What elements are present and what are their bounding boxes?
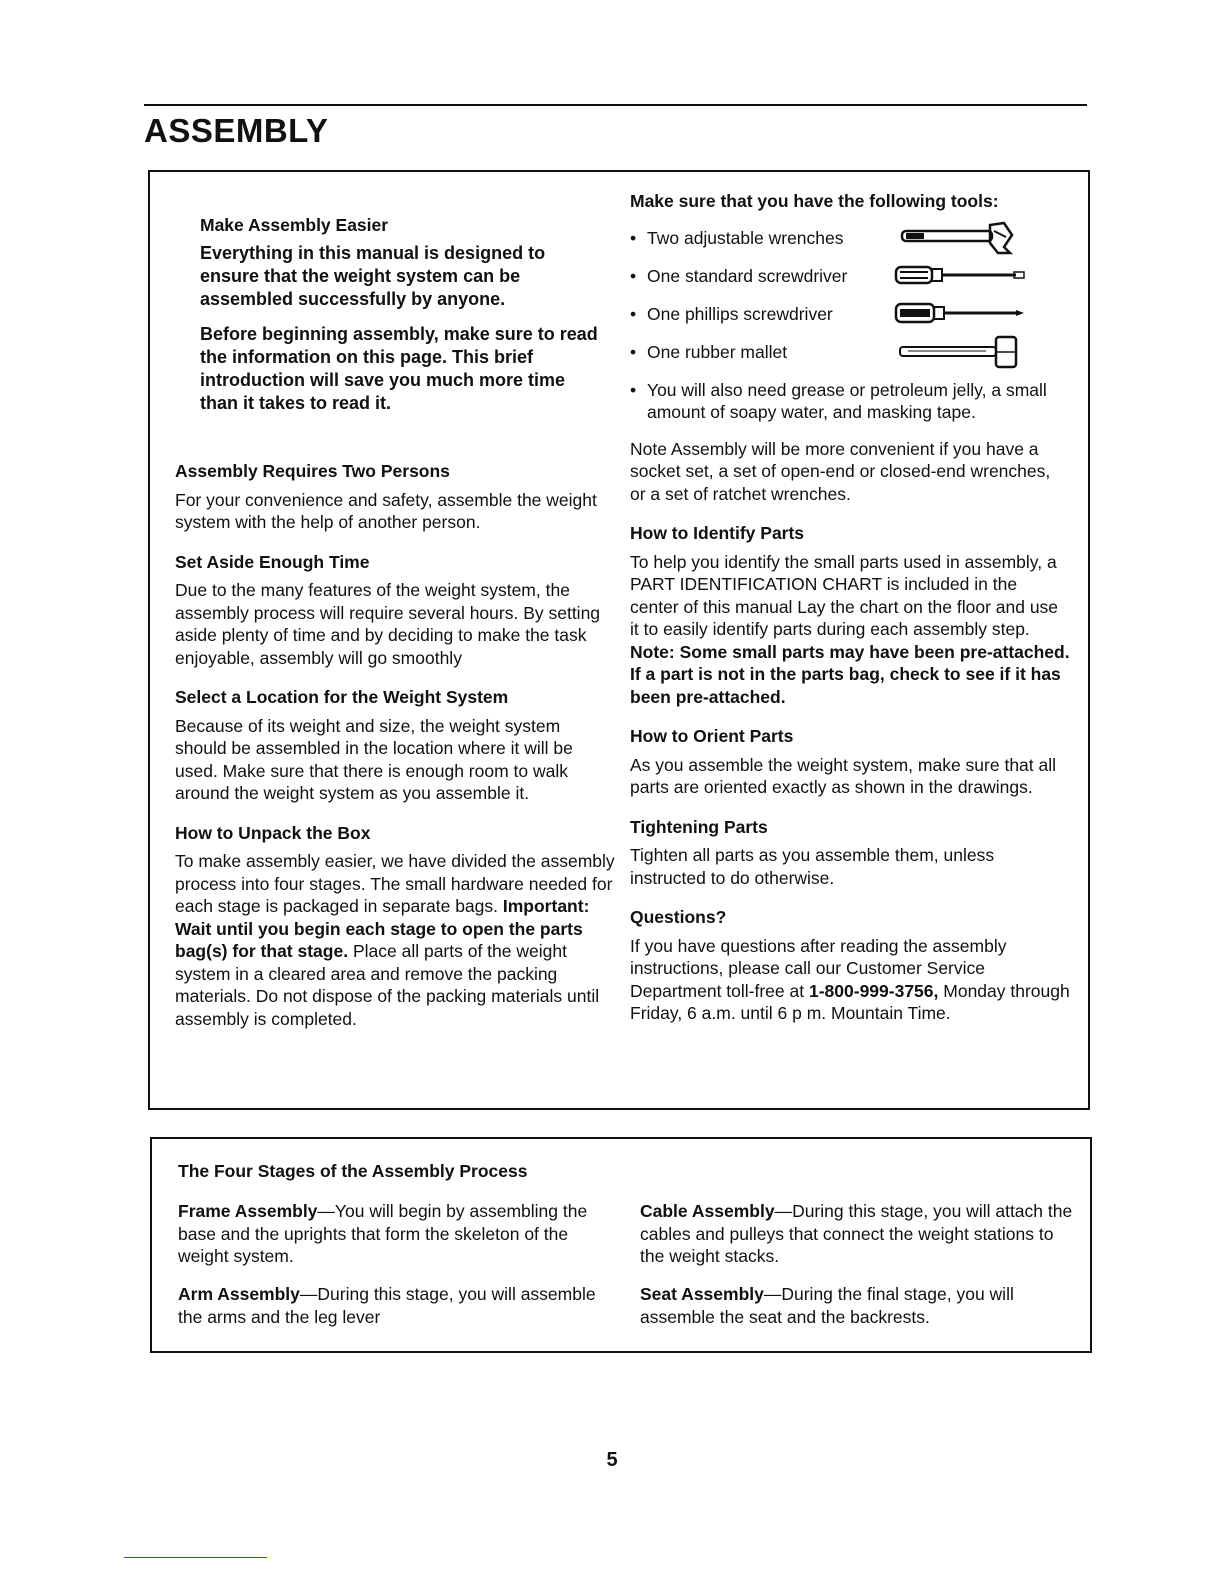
bullet: • (630, 227, 637, 248)
section-heading: Set Aside Enough Time (175, 551, 370, 572)
unpack-important: Important: Wait until you begin each stage to open the parts bag(s) for that stage. (175, 896, 590, 961)
tool-label: You will also need grease or petroleum jelly, a small amount of soapy water, and masking tape. (647, 379, 1047, 422)
tools-list (630, 227, 1070, 424)
unpack-text-after: Place all parts of the weight system in a cleared area and remove the packing materials. Do not dispose of the packing materials until assembly is completed. (175, 941, 600, 1029)
tools-note: Note Assembly will be more convenient if you have a socket set, a set of open-end or closed-end wrenches, or a set of ratchet wrenches. (630, 438, 1051, 504)
section-body (175, 850, 615, 1030)
phone-number: 1-800-999-3756, (808, 980, 939, 1001)
intro-body: Everything in this manual is designed to ensure that the weight system can be assembled successfully by anyone. (200, 243, 546, 309)
stage-separator: — (774, 1201, 793, 1221)
section-body (630, 935, 1070, 1025)
rubber-mallet-icon (886, 335, 1036, 369)
section-body: Tighten all parts as you assemble them, unless instructed to do otherwise. (630, 845, 995, 888)
bullet: • (630, 341, 637, 362)
stage-name: Cable Assembly (640, 1201, 775, 1221)
standard-screwdriver-icon (886, 259, 1036, 293)
stage-item (640, 1283, 1080, 1328)
tool-label: One standard screwdriver (647, 265, 848, 286)
bullet: • (630, 379, 637, 400)
questions-text: If you have questions after reading the assembly instructions, please call our Customer Service Department toll-free at (630, 935, 1007, 1001)
stage-text: During this stage, you will assemble the arms and the leg lever (178, 1284, 596, 1327)
section-heading: Questions? (630, 907, 727, 927)
adjustable-wrench-icon (886, 221, 1036, 255)
tool-label: One rubber mallet (647, 341, 788, 362)
section-body: Due to the many features of the weight system, the assembly process will require several hours. By setting aside plenty of time and by deciding to make the task enjoyable, assembly will go smoothly (175, 580, 601, 668)
intro-heading: Make Assembly Easier (200, 215, 389, 235)
footer-line (124, 1557, 267, 1558)
phillips-screwdriver-icon (886, 297, 1036, 331)
intro-block (200, 214, 600, 415)
tools-heading: Make sure that you have the following tools: (630, 191, 999, 211)
questions-text-after: Monday through Friday, 6 a.m. until 6 p m. Mountain Time. (630, 980, 1070, 1023)
top-rule (144, 104, 1087, 106)
section-heading: How to Identify Parts (630, 523, 805, 543)
stages-title: The Four Stages of the Assembly Process (178, 1161, 528, 1181)
stage-text: During this stage, you will attach the cables and pulleys that connect the weight stations to the weight stacks. (640, 1201, 1073, 1266)
page-title: ASSEMBLY (144, 112, 329, 149)
right-column (630, 190, 1070, 1025)
stage-text: During the final stage, you will assemble the seat and the backrests. (640, 1284, 1014, 1327)
stage-item (178, 1283, 618, 1328)
section-heading: Assembly Requires Two Persons (175, 461, 450, 481)
section-body (630, 551, 1070, 709)
assembly-info-box (148, 170, 1090, 1110)
stage-name: Seat Assembly (640, 1284, 764, 1304)
section-body: For your convenience and safety, assemble the weight system with the help of another person. (175, 489, 597, 532)
stage-item (640, 1200, 1080, 1268)
left-column (175, 460, 615, 1030)
list-item (630, 379, 1070, 424)
stage-name: Arm Assembly (178, 1284, 300, 1304)
list-item (630, 341, 1070, 379)
tool-label: Two adjustable wrenches (647, 227, 844, 248)
section-heading: Select a Location for the Weight System (175, 687, 509, 707)
tool-label: One phillips screwdriver (647, 303, 833, 324)
bullet: • (630, 303, 637, 324)
section-body: Because of its weight and size, the weight system should be assembled in the location where it will be used. Make sure that there is enough room to walk around the weight system as you assemble it. (175, 715, 573, 803)
section-heading: Tightening Parts (630, 816, 768, 837)
stages-box (150, 1137, 1092, 1353)
unpack-text: To make assembly easier, we have divided the assembly process into four stages. The small hardware needed for each stage is packaged in separate bags. (175, 851, 615, 916)
bullet: • (630, 265, 637, 286)
stage-item (178, 1200, 618, 1268)
section-body: As you assemble the weight system, make sure that all parts are oriented exactly as shown in the drawings. (630, 754, 1057, 797)
stage-name: Frame Assembly (178, 1201, 318, 1221)
stage-separator: — (763, 1284, 782, 1304)
stage-separator: — (317, 1201, 335, 1221)
intro-emphasis: Before beginning assembly, make sure to read the information on this page. This brief introduction will save you much more time than it takes to read it. (200, 324, 598, 413)
identify-text: To help you identify the small parts used in assembly, a PART IDENTIFICATION CHART is included in the center of this manual Lay the chart on the floor and use it to easily identify parts during each assembly step. (630, 551, 1059, 639)
section-heading: How to Orient Parts (630, 726, 794, 746)
stage-separator: — (299, 1284, 318, 1304)
identify-note: Note: Some small parts may have been pre-attached. If a part is not in the parts bag, check to see if it has been pre-attached. (630, 641, 1070, 707)
page-number: 5 (606, 1449, 618, 1471)
stage-text: You will begin by assembling the base and the uprights that form the skeleton of the weight system. (178, 1201, 588, 1266)
section-heading: How to Unpack the Box (175, 822, 371, 843)
